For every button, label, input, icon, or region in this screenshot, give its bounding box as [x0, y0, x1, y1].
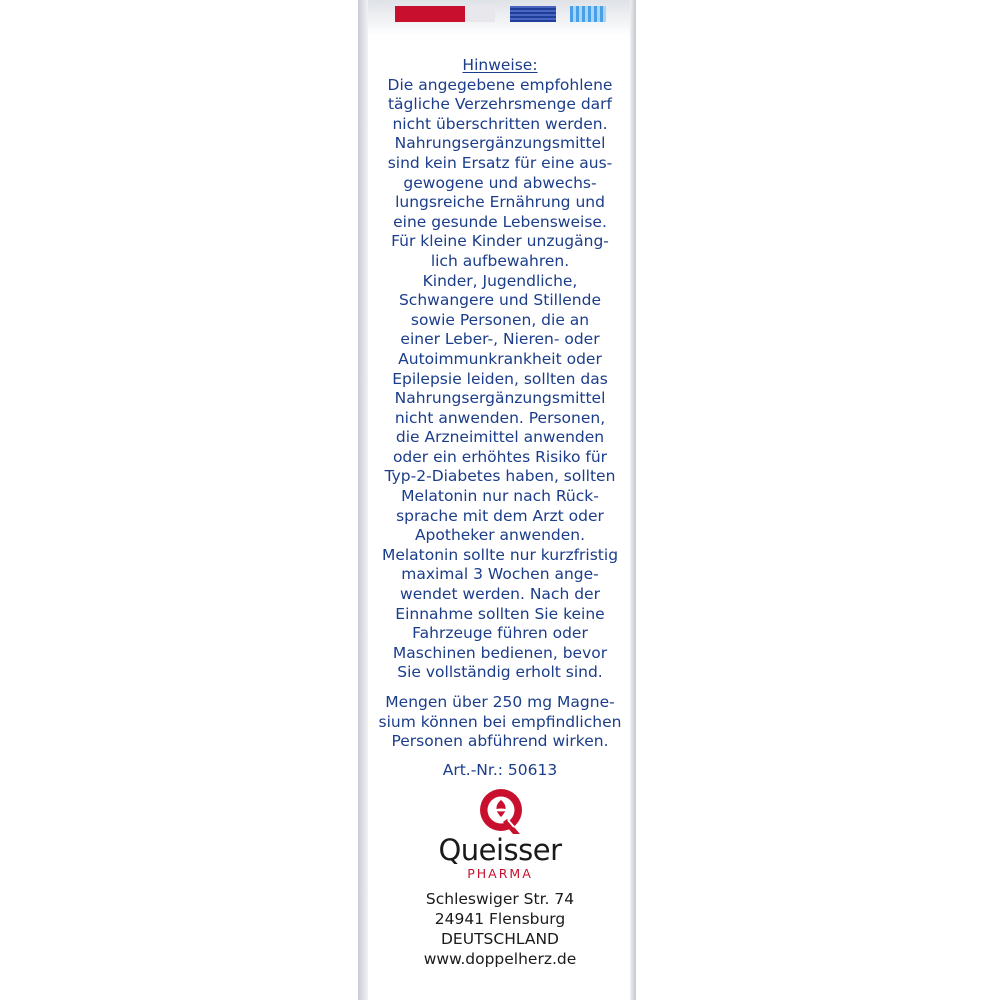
box-right-edge: [630, 0, 636, 1000]
notes-line: oder ein erhöhtes Risiko für: [392, 447, 608, 466]
notes-line: Einnahme sollten Sie keine: [395, 604, 605, 623]
notes-line: Kinder, Jugendliche,: [422, 271, 578, 290]
notes-line: eine gesunde Lebensweise.: [393, 212, 607, 231]
notes-line: lungsreiche Ernährung und: [395, 193, 605, 212]
notes-line: Apotheker anwenden.: [414, 526, 586, 545]
notes-heading: Hinweise:: [462, 56, 538, 74]
top-flap-lightblue-print: [570, 6, 606, 22]
notes-line: Typ-2-Diabetes haben, sollten: [384, 467, 616, 486]
notes-line: die Arzneimittel anwenden: [395, 428, 605, 447]
notes-line: Mengen über 250 mg Magne-: [385, 693, 615, 711]
address-street: Schleswiger Str. 74: [425, 890, 575, 908]
notes-line: sowie Personen, die an: [410, 310, 590, 329]
notes-line: Nahrungsergänzungsmittel: [394, 134, 606, 153]
notes-line: sind kein Ersatz für eine aus-: [387, 153, 613, 172]
notes-line: Die angegebene empfohlene: [387, 75, 613, 94]
top-flap-blue-print: [510, 6, 556, 22]
notes-line: einer Leber-, Nieren- oder: [400, 330, 600, 349]
notes-line: Sie vollständig erholt sind.: [397, 663, 603, 682]
company-address: [370, 889, 630, 969]
brand-name: Queisser: [438, 833, 562, 867]
notes-line: Fahrzeuge führen oder: [412, 624, 588, 643]
queisser-q-logo-icon: [474, 786, 528, 836]
notes-text-block: [370, 56, 630, 780]
notes-line: Melatonin nur nach Rück-: [401, 487, 599, 506]
notes-line: sprache mit dem Arzt oder: [396, 506, 604, 525]
notes-line: Personen abführend wirken.: [391, 732, 609, 751]
article-number: Art.-Nr.: 50613: [442, 760, 558, 779]
address-city: 24941 Flensburg: [434, 910, 566, 928]
notes-line: maximal 3 Wochen ange-: [401, 565, 599, 584]
notes-line: Maschinen bedienen, bevor: [392, 643, 608, 662]
notes-line: Für kleine Kinder unzugäng-: [391, 232, 609, 251]
box-left-edge: [358, 0, 368, 1000]
top-flap-red-print: [395, 6, 495, 22]
notes-line: Nahrungsergänzungsmittel: [394, 389, 606, 408]
notes-line: nicht überschritten werden.: [392, 114, 608, 133]
notes-line: Schwangere und Stillende: [398, 291, 602, 310]
notes-paragraph-warnings: [370, 76, 630, 683]
notes-line: tägliche Verzehrsmenge darf: [387, 95, 613, 114]
notes-line: wendet werden. Nach der: [400, 585, 600, 604]
notes-line: gewogene und abwechs-: [403, 173, 597, 192]
notes-line: Epilepsie leiden, sollten das: [392, 369, 608, 388]
notes-line: Autoimmunkrankheit oder: [398, 349, 602, 368]
address-country: DEUTSCHLAND: [441, 930, 559, 948]
notes-paragraph-magnesium: [370, 693, 630, 752]
notes-line: sium können bei empfindlichen: [378, 712, 622, 731]
queisser-q-logo-svg: [474, 786, 528, 836]
address-website: www.doppelherz.de: [423, 950, 577, 968]
notes-line: lich aufbewahren.: [430, 251, 570, 270]
notes-line: Melatonin sollte nur kurzfristig: [381, 545, 619, 564]
brand-subtitle: PHARMA: [467, 866, 533, 881]
notes-line: nicht anwenden. Personen,: [394, 408, 606, 427]
